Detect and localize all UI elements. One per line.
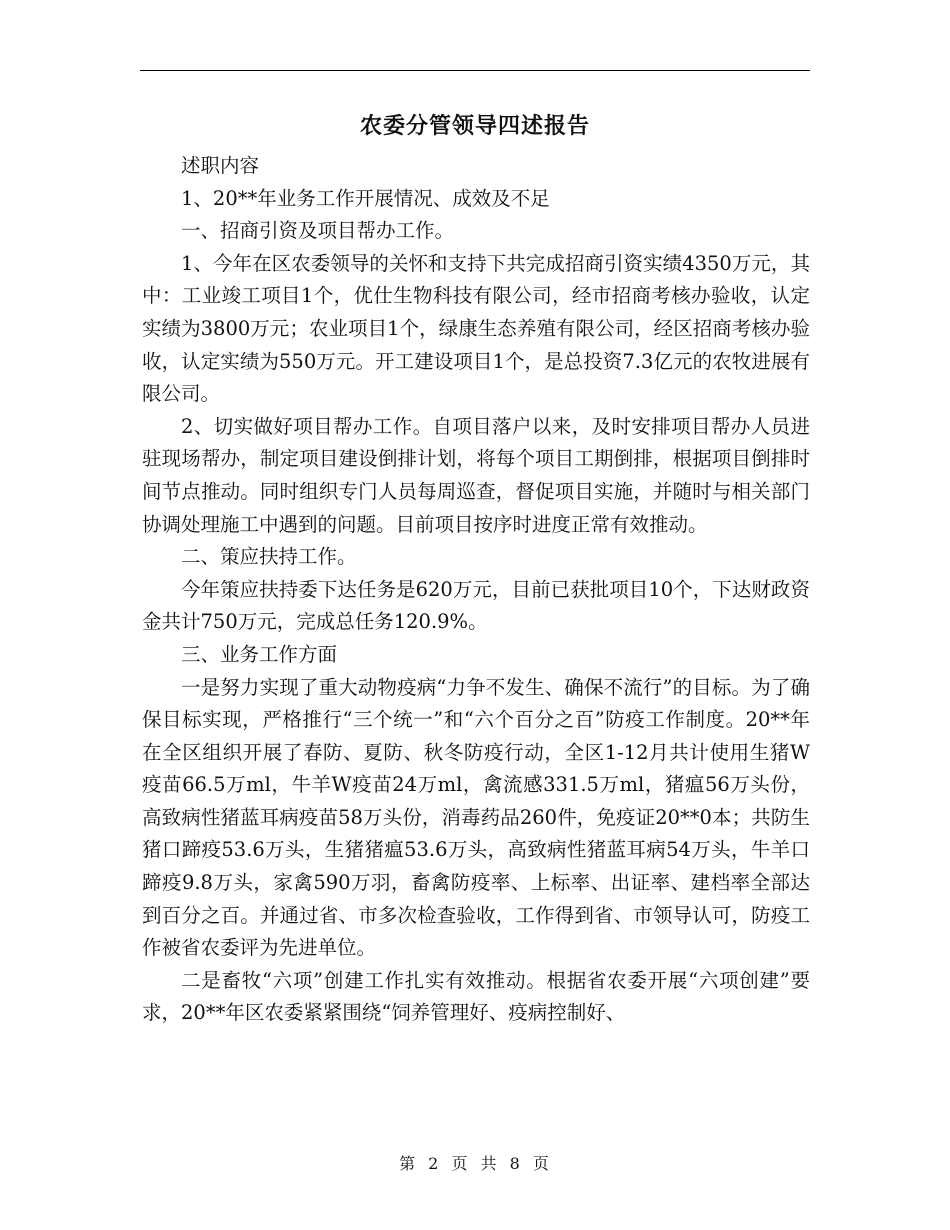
document-title: 农委分管领导四述报告 [359, 113, 590, 139]
paragraph: 2、切实做好项目帮办工作。自项目落户以来，及时安排项目帮办人员进驻现场帮办，制定项目建设倒排计划，将每个项目工期倒排，根据项目倒排时间节点推动。同时组织专门人员每周巡查，督促项目实施，并随时与相关部门协调处理施工中遇到的问题。目前项目按序时进度正常有效推动。 [142, 414, 810, 536]
paragraph: 1、今年在区农委领导的关怀和支持下共完成招商引资实绩4350万元，其中：工业竣工项目1个，优仕生物科技有限公司，经市招商考核办验收，认定实绩为3800万元；农业项目1个，绿康生态养殖有限公司，经区招商考核办验收，认定实绩为550万元。开工建设项目1个，是总投资7.3亿元的农牧进展有限公司。 [142, 251, 810, 406]
document-body [142, 150, 810, 1030]
paragraph: 今年策应扶持委下达任务是620万元，目前已获批项目10个，下达财政资金共计750万元，完成总任务120.9%。 [142, 577, 810, 634]
page-footer: 第 2 页 共 8 页 [399, 1154, 551, 1173]
paragraph: 述职内容 [181, 154, 260, 177]
paragraph: 三、业务工作方面 [181, 642, 338, 666]
paragraph: 1、20**年业务工作开展情况、成效及不足 [181, 186, 550, 210]
paragraph: 二是畜牧“六项”创建工作扎实有效推动。根据省农委开展“六项创建”要求，20**年区农委紧紧围绕“饲养管理好、疫病控制好、 [142, 968, 810, 1025]
header-rule [140, 70, 810, 71]
paragraph: 一、招商引资及项目帮办工作。 [181, 219, 455, 243]
paragraph: 一是努力实现了重大动物疫病“力争不发生、确保不流行”的目标。为了确保目标实现，严格推行“三个统一”和“六个百分之百”防疫工作制度。20**年在全区组织开展了春防、夏防、秋冬防疫行动，全区1-12月共计使用生猪W疫苗66.5万ml，牛羊W疫苗24万ml，禽流感331.5万ml，猪瘟56万头份，高致病性猪蓝耳病疫苗58万头份，消毒药品260件，免疫证20**0本；共防生猪口蹄疫53.6万头，生猪猪瘟53.6万头，高致病性猪蓝耳病54万头，牛羊口蹄疫9.8万头，家禽590万羽，畜禽防疫率、上标率、出证率、建档率全部达到百分之百。并通过省、市多次检查验收，工作得到省、市领导认可，防疫工作被省农委评为先进单位。 [142, 675, 810, 960]
paragraph: 二、策应扶持工作。 [181, 545, 357, 569]
